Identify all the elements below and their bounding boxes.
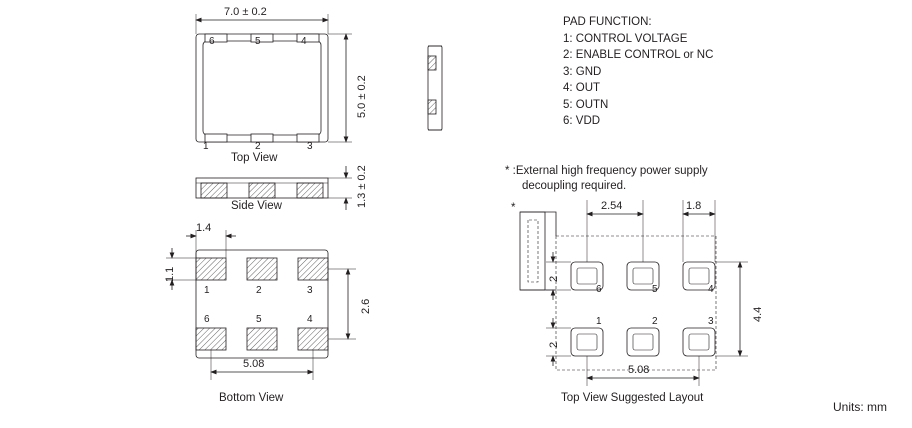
layout-pad-5: 5 — [652, 284, 658, 295]
top-view-height-dim: 5.0 ± 0.2 — [356, 75, 368, 118]
bottom-view-pad-4: 4 — [307, 314, 313, 325]
top-view-pad-4: 4 — [301, 36, 307, 47]
pad-function-item-6: 6: VDD — [563, 115, 601, 127]
layout-pad-3: 3 — [708, 316, 714, 327]
layout-left-upper-dim: 2 — [548, 275, 560, 282]
top-view-pad-2: 2 — [255, 141, 261, 152]
pad-function-item-4: 4: OUT — [563, 82, 601, 94]
bottom-view-pad-3: 3 — [307, 285, 313, 296]
bottom-view-pad-width-dim: 1.4 — [196, 222, 212, 234]
pad-function-item-5: 5: OUTN — [563, 99, 609, 111]
bottom-view-pad-2: 2 — [256, 285, 262, 296]
pad-function-item-2: 2: ENABLE CONTROL or NC — [563, 49, 714, 61]
pad-function-item-3: 3: GND — [563, 66, 602, 78]
side-view-caption: Side View — [231, 200, 282, 212]
top-view-pad-5: 5 — [255, 36, 261, 47]
pad-function-item-1: 1: CONTROL VOLTAGE — [563, 33, 688, 45]
top-view-pad-6: 6 — [209, 36, 215, 47]
top-view-width-dim: 7.0 ± 0.2 — [224, 6, 267, 18]
side-view-thickness-dim: 1.3 ± 0.2 — [356, 165, 368, 208]
bottom-view-pitch-dim: 2.6 — [360, 298, 372, 314]
layout-pad-1: 1 — [596, 316, 602, 327]
bottom-view-pad-1: 1 — [204, 285, 210, 296]
footnote-marker: * — [511, 202, 516, 214]
top-view-pad-1: 1 — [203, 141, 209, 152]
layout-pad-6: 6 — [596, 284, 602, 295]
layout-left-lower-dim: 2 — [548, 341, 560, 348]
layout-pitch-dim: 2.54 — [601, 200, 623, 212]
footnote-line-2: decoupling required. — [522, 180, 627, 192]
top-view-pad-3: 3 — [307, 141, 313, 152]
units-note: Units: mm — [833, 400, 887, 414]
layout-pad-gap-dim: 1.8 — [686, 200, 702, 212]
bottom-view-pad-6: 6 — [204, 314, 210, 325]
bottom-view-caption: Bottom View — [219, 392, 284, 404]
layout-span-dim: 5.08 — [628, 364, 650, 376]
bottom-view-pad-height-dim: 1.1 — [164, 266, 176, 282]
bottom-view-span-dim: 5.08 — [243, 358, 265, 370]
layout-total-height-dim: 4.4 — [752, 306, 764, 322]
top-view-caption: Top View — [231, 152, 278, 164]
layout-caption: Top View Suggested Layout — [561, 392, 704, 404]
layout-pad-4: 4 — [708, 284, 714, 295]
footnote-line-1: * :External high frequency power supply — [505, 165, 708, 177]
layout-pad-2: 2 — [652, 316, 658, 327]
bottom-view-pad-5: 5 — [256, 314, 262, 325]
pad-function-heading: PAD FUNCTION: — [563, 16, 652, 28]
